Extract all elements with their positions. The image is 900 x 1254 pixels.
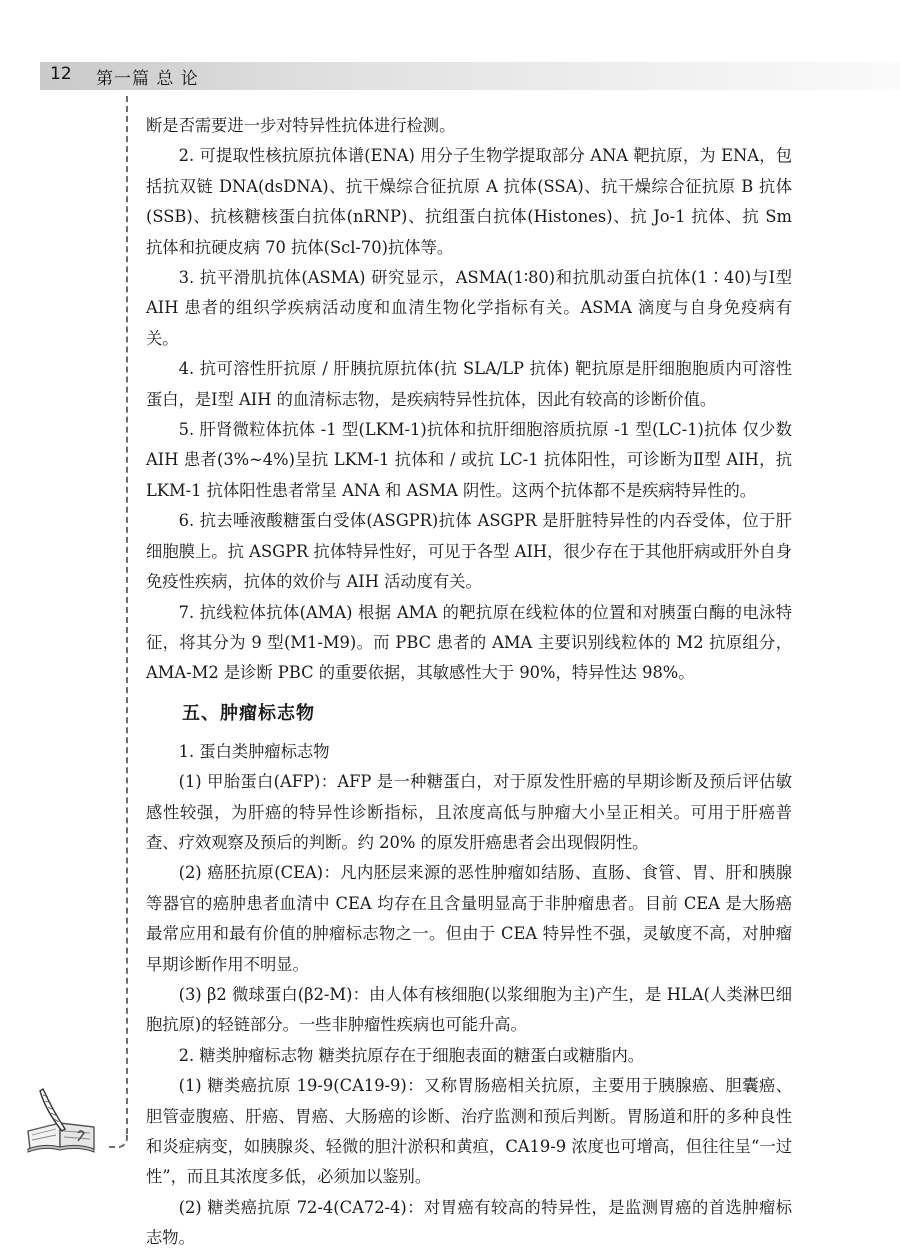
paragraph-lkm1: 5. 肝肾微粒体抗体 -1 型(LKM-1)抗体和抗肝细胞溶质抗原 -1 型(LC-1)抗体 仅少数 AIH 患者(3%~4%)呈抗 LKM-1 抗体和 / 或抗 LC-1 抗体阳性，可诊断为Ⅱ型 AIH，抗 LKM-1 抗体阳性患者常呈 ANA 和 ASMA 阴性。这两个抗体都不是疾病特异性的。 [146,420,792,500]
paragraph-ca72-4: (2) 糖类癌抗原 72-4(CA72-4)：对胃癌有较高的特异性，是监测胃癌的首选肿瘤标志物。 [146,1197,792,1248]
paragraph-ama: 7. 抗线粒体抗体(AMA) 根据 AMA 的靶抗原在线粒体的位置和对胰蛋白酶的电泳特征，将其分为 9 型(M1-M9)。而 PBC 患者的 AMA 主要识别线粒体的 M2 抗原组分，AMA-M2 是诊断 PBC 的重要依据，其敏感性大于 90%，特异性达 98%。 [146,602,792,683]
paragraph-ena: 2. 可提取性核抗原抗体谱(ENA) 用分子生物学提取部分 ANA 靶抗原，为 ENA，包括抗双链 DNA(dsDNA)、抗干燥综合征抗原 A 抗体(SSA)、抗干燥综合征抗原 B 抗体(SSB)、抗核糖核蛋白抗体(nRNP)、抗组蛋白抗体(Histones)、抗 Jo-1 抗体、抗 Sm 抗体和抗硬皮病 70 抗体(Scl-70)抗体等。 [146,146,792,257]
paragraph-cea: (2) 癌胚抗原(CEA)：凡内胚层来源的恶性肿瘤如结肠、直肠、食管、胃、肝和胰腺等器官的癌肿患者血清中 CEA 均存在且含量明显高于非肿瘤患者。目前 CEA 是大肠癌最常应用和最有价值的肿瘤标志物之一。但由于 CEA 特异性不强，灵敏度不高，对肿瘤早期诊断作用不明显。 [146,863,792,974]
subheading-protein-markers: 1. 蛋白类肿瘤标志物 [178,741,330,761]
notes-margin-hook [108,1134,128,1148]
notes-margin-rule [126,96,128,1134]
paragraph-b2m: (3) β2 微球蛋白(β2-M)：由人体有核细胞(以浆细胞为主)产生，是 HLA(人类淋巴细胞抗原)的轻链部分。一些非肿瘤性疾病也可能升高。 [146,984,792,1035]
paragraph-ca19-9: (1) 糖类癌抗原 19-9(CA19-9)：又称胃肠癌相关抗原，主要用于胰腺癌、胆囊癌、胆管壶腹癌、肝癌、胃癌、大肠癌的诊断、治疗监测和预后判断。胃肠道和肝的多种良性和炎症病变，如胰腺炎、轻微的胆汁淤积和黄疸，CA19-9 浓度也可增高，但往往呈“一过性”，而且其浓度多低，必须加以鉴别。 [146,1076,792,1187]
paragraph-afp: (1) 甲胎蛋白(AFP)：AFP 是一种糖蛋白，对于原发性肝癌的早期诊断及预后评估敏感性较强，为肝癌的特异性诊断指标，且浓度高低与肿瘤大小呈正相关。可用于肝癌普查、疗效观察及预后的判断。约 20% 的原发肝癌患者会出现假阴性。 [146,772,792,852]
paragraph-asgpr: 6. 抗去唾液酸糖蛋白受体(ASGPR)抗体 ASGPR 是肝脏特异性的内吞受体，位于肝细胞膜上。抗 ASGPR 抗体特异性好，可见于各型 AIH，很少存在于其他肝病或肝外自身免疫性疾病，抗体的效价与 AIH 活动度有关。 [146,511,792,592]
subheading-carbohydrate-markers: 2. 糖类肿瘤标志物 糖类抗原存在于细胞表面的糖蛋白或糖脂内。 [178,1045,645,1065]
paragraph-continuation: 断是否需要进一步对特异性抗体进行检测。 [146,116,456,135]
page-body [146,111,792,1254]
running-header-title: 第一篇 总 论 [96,69,199,89]
section-heading: 五、肿瘤标志物 [182,702,315,724]
paragraph-sla-lp: 4. 抗可溶性肝抗原 / 肝胰抗原抗体(抗 SLA/LP 抗体) 靶抗原是肝细胞胞质内可溶性蛋白，是Ⅰ型 AIH 的血清标志物，是疾病特异性抗体，因此有较高的诊断价值。 [146,359,792,409]
paragraph-asma: 3. 抗平滑肌抗体(ASMA) 研究显示，ASMA(1∶80)和抗肌动蛋白抗体(1∶40)与Ⅰ型 AIH 患者的组织学疾病活动度和血清生物化学指标有关。ASMA 滴度与自身免疫病有关。 [146,268,792,348]
notebook-quill-icon [22,1085,102,1155]
page-number: 12 [50,64,72,84]
